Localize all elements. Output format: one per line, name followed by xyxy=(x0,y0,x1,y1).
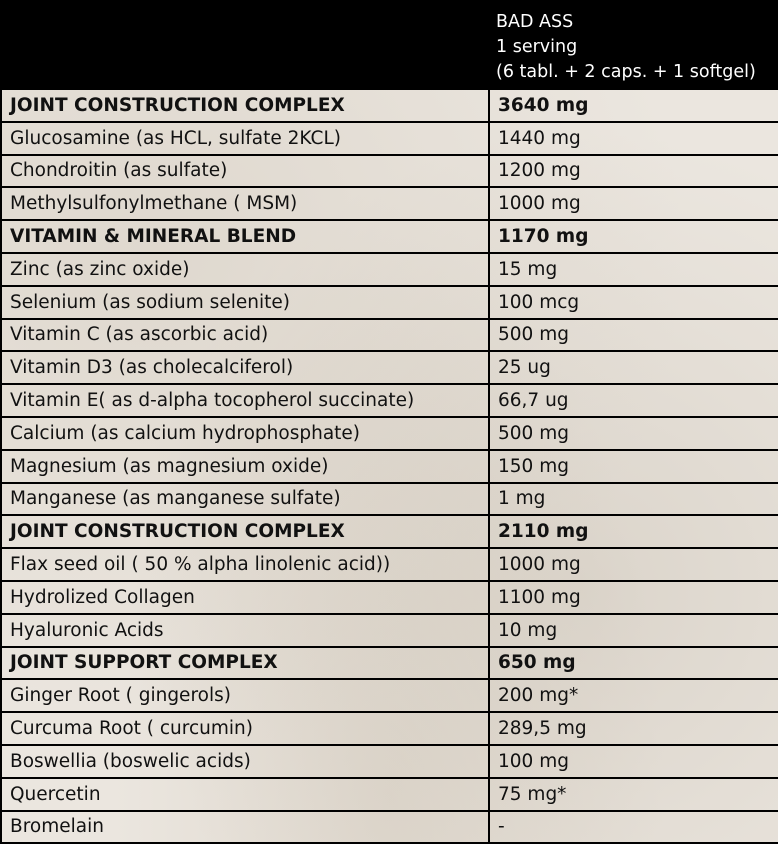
table-row xyxy=(1,581,778,614)
ingredient-name: Curcuma Root ( curcumin) xyxy=(1,712,489,745)
group-row xyxy=(1,220,778,253)
table-row xyxy=(1,745,778,778)
ingredient-amount: 500 mg xyxy=(489,417,778,450)
ingredient-name: Magnesium (as magnesium oxide) xyxy=(1,450,489,483)
ingredient-name: Quercetin xyxy=(1,778,489,811)
ingredient-name: Hyaluronic Acids xyxy=(1,614,489,647)
table-row xyxy=(1,187,778,220)
ingredient-amount: - xyxy=(489,811,778,844)
ingredient-name: Bromelain xyxy=(1,811,489,844)
ingredient-amount: 1200 mg xyxy=(489,155,778,188)
ingredient-name: Boswellia (boswelic acids) xyxy=(1,745,489,778)
table-row xyxy=(1,384,778,417)
ingredient-amount: 75 mg* xyxy=(489,778,778,811)
table-row xyxy=(1,483,778,516)
ingredient-name: Vitamin D3 (as cholecalciferol) xyxy=(1,351,489,384)
table-row xyxy=(1,614,778,647)
ingredient-name: Methylsulfonylmethane ( MSM) xyxy=(1,187,489,220)
group-row xyxy=(1,89,778,122)
ingredient-amount: 2110 mg xyxy=(489,515,778,548)
table-row xyxy=(1,351,778,384)
ingredient-name: Flax seed oil ( 50 % alpha linolenic acid)) xyxy=(1,548,489,581)
table-row xyxy=(1,122,778,155)
ingredient-name: JOINT SUPPORT COMPLEX xyxy=(1,647,489,680)
ingredient-name: VITAMIN & MINERAL BLEND xyxy=(1,220,489,253)
ingredient-amount: 150 mg xyxy=(489,450,778,483)
group-row xyxy=(1,647,778,680)
table-row xyxy=(1,712,778,745)
ingredient-amount: 1000 mg xyxy=(489,187,778,220)
ingredient-amount: 25 ug xyxy=(489,351,778,384)
ingredient-amount: 1 mg xyxy=(489,483,778,516)
ingredient-name: Calcium (as calcium hydrophosphate) xyxy=(1,417,489,450)
ingredient-amount: 200 mg* xyxy=(489,679,778,712)
ingredient-amount: 1100 mg xyxy=(489,581,778,614)
serving-composition: (6 tabl. + 2 caps. + 1 softgel) xyxy=(496,61,756,82)
table-row xyxy=(1,548,778,581)
ingredient-amount: 3640 mg xyxy=(489,89,778,122)
ingredient-amount: 10 mg xyxy=(489,614,778,647)
header-empty-cell xyxy=(1,1,489,89)
ingredient-name: Vitamin C (as ascorbic acid) xyxy=(1,319,489,352)
ingredient-name: Manganese (as manganese sulfate) xyxy=(1,483,489,516)
ingredient-name: Vitamin E( as d-alpha tocopherol succinate) xyxy=(1,384,489,417)
ingredient-amount: 289,5 mg xyxy=(489,712,778,745)
ingredient-amount: 15 mg xyxy=(489,253,778,286)
ingredient-amount: 500 mg xyxy=(489,319,778,352)
table-row xyxy=(1,778,778,811)
group-row xyxy=(1,515,778,548)
table-row xyxy=(1,679,778,712)
ingredient-name: Chondroitin (as sulfate) xyxy=(1,155,489,188)
table-row xyxy=(1,155,778,188)
ingredient-name: Hydrolized Collagen xyxy=(1,581,489,614)
header-product-cell xyxy=(489,1,778,89)
ingredient-name: Ginger Root ( gingerols) xyxy=(1,679,489,712)
table-row xyxy=(1,811,778,844)
product-name: BAD ASS xyxy=(496,11,574,32)
table-row xyxy=(1,450,778,483)
table-row xyxy=(1,253,778,286)
table-row xyxy=(1,319,778,352)
ingredient-name: Glucosamine (as HCL, sulfate 2KCL) xyxy=(1,122,489,155)
ingredient-name: Zinc (as zinc oxide) xyxy=(1,253,489,286)
ingredient-name: JOINT CONSTRUCTION COMPLEX xyxy=(1,89,489,122)
ingredient-amount: 1440 mg xyxy=(489,122,778,155)
table-row xyxy=(1,417,778,450)
table-row xyxy=(1,286,778,319)
ingredient-amount: 100 mg xyxy=(489,745,778,778)
ingredient-amount: 1170 mg xyxy=(489,220,778,253)
ingredient-name: Selenium (as sodium selenite) xyxy=(1,286,489,319)
serving-size: 1 serving xyxy=(496,36,578,57)
ingredient-amount: 1000 mg xyxy=(489,548,778,581)
table-header xyxy=(1,1,778,89)
ingredient-amount: 100 mcg xyxy=(489,286,778,319)
table-body xyxy=(1,89,778,843)
ingredient-amount: 650 mg xyxy=(489,647,778,680)
ingredient-name: JOINT CONSTRUCTION COMPLEX xyxy=(1,515,489,548)
ingredient-amount: 66,7 ug xyxy=(489,384,778,417)
